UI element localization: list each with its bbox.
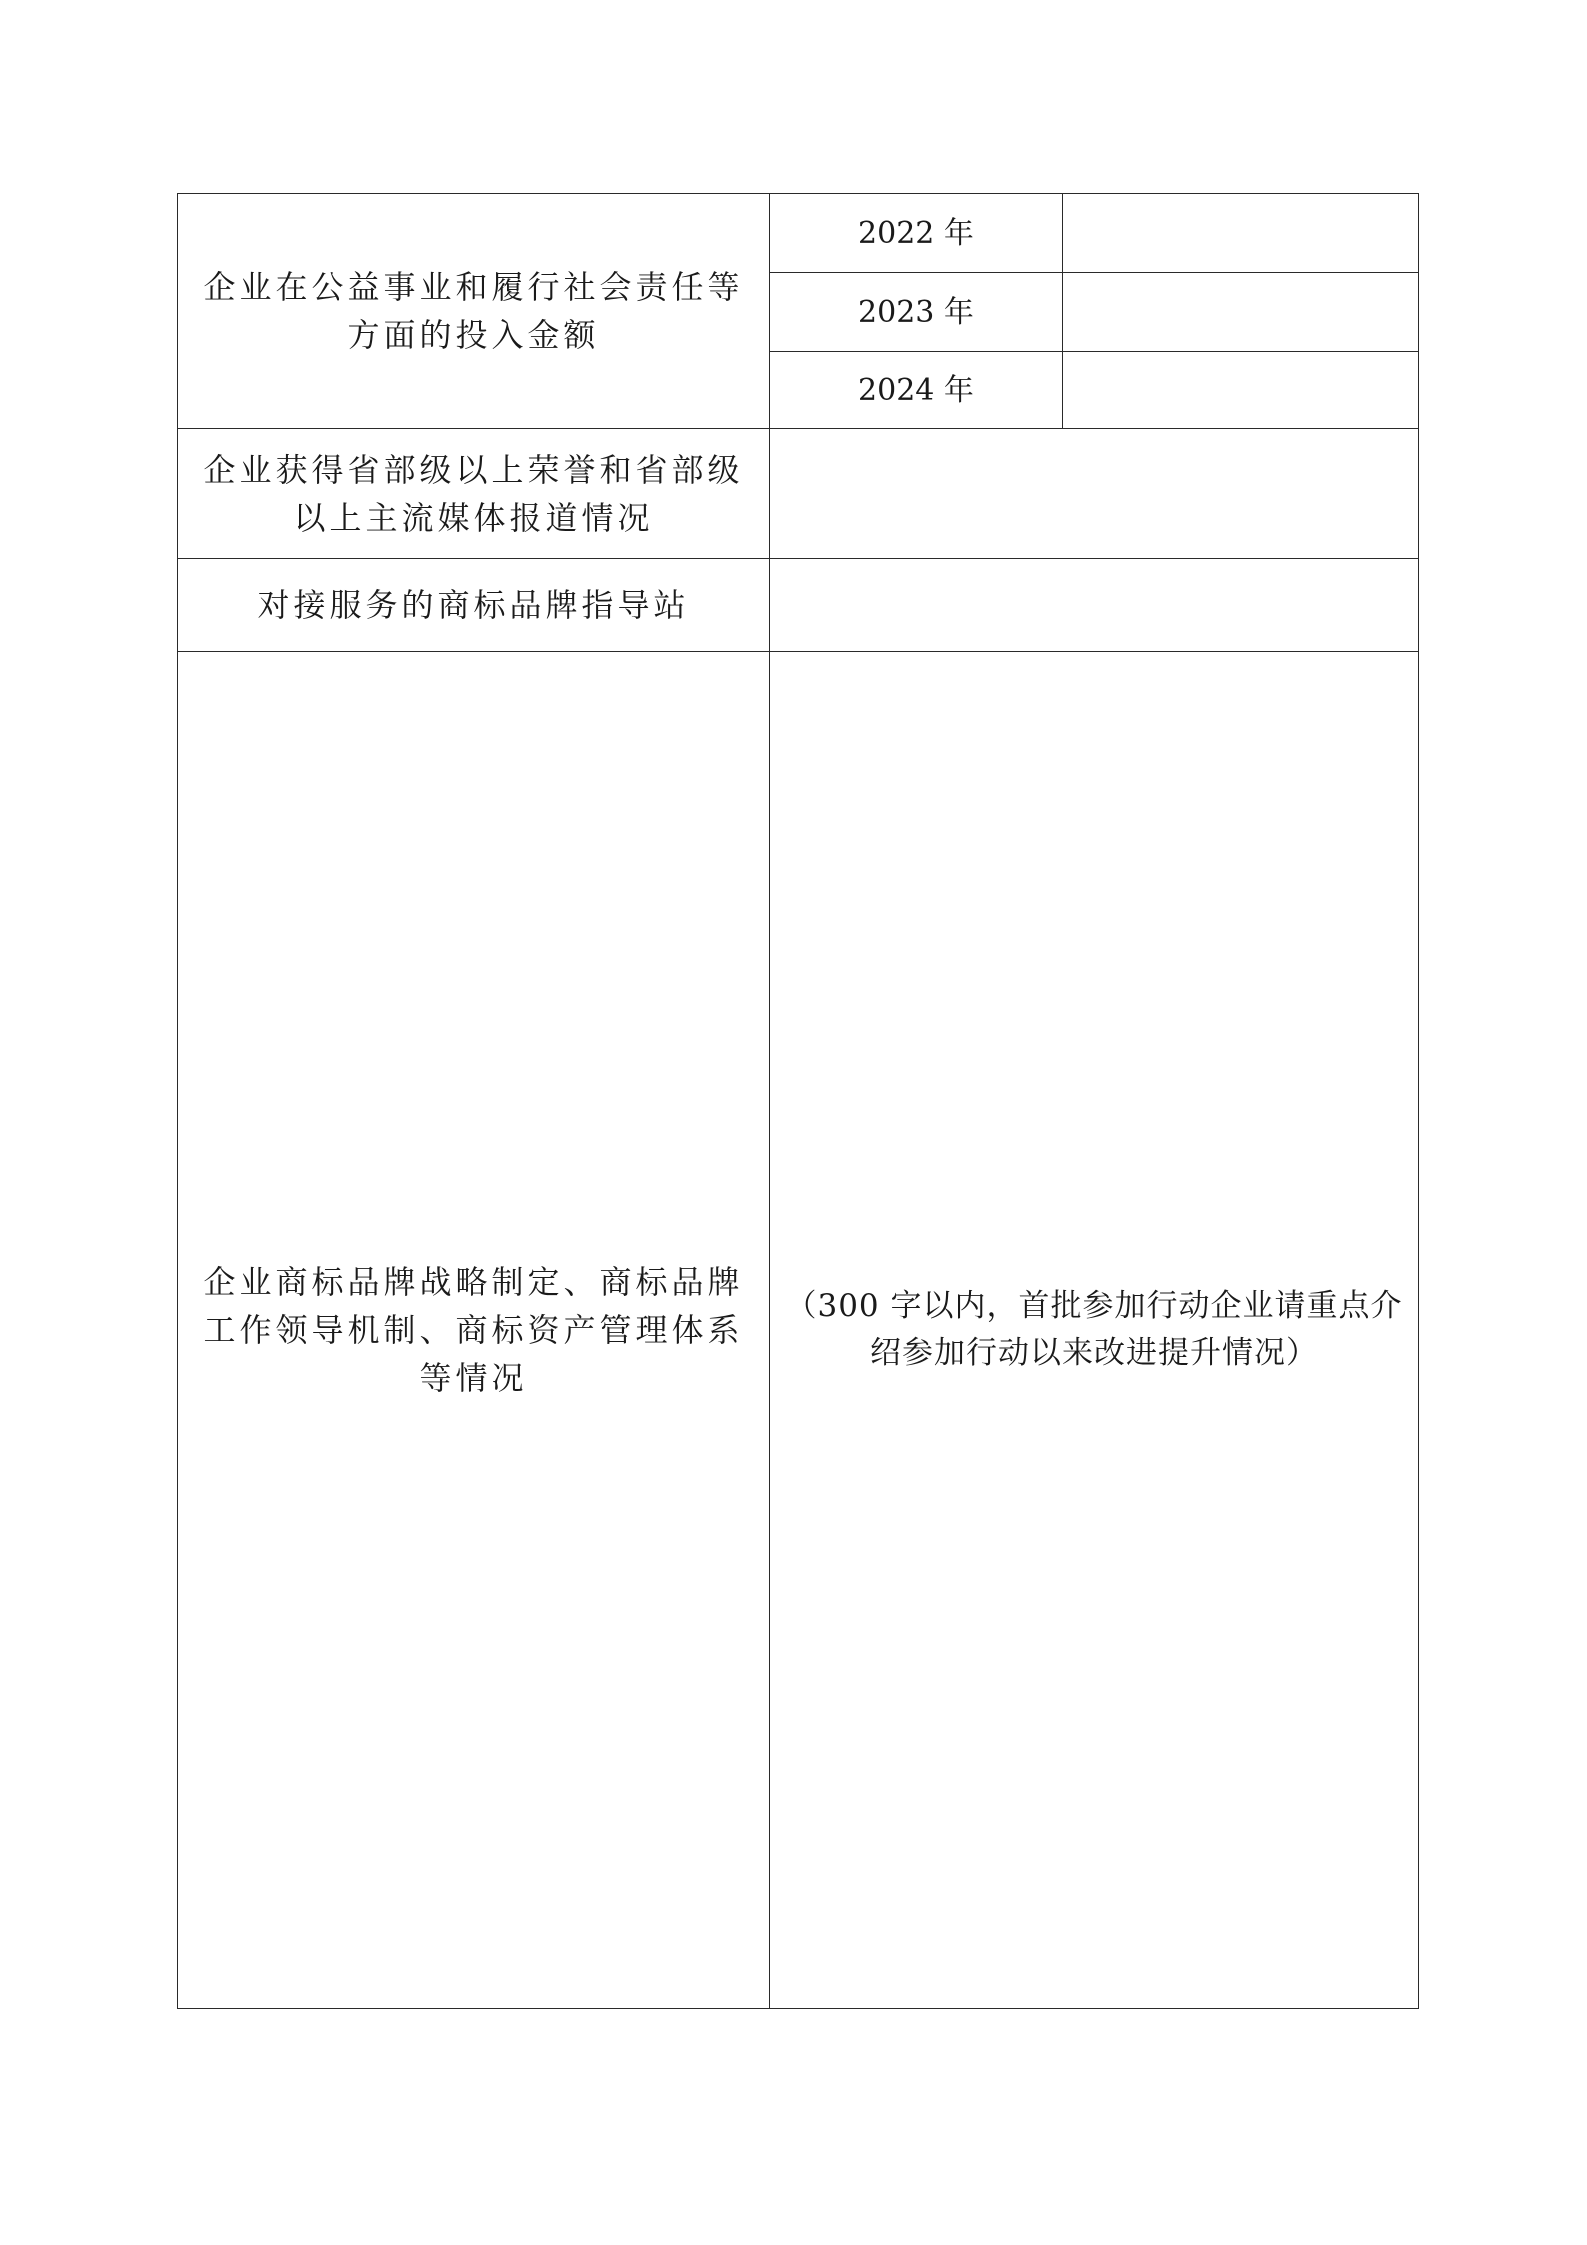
station-label-cell [178, 559, 770, 652]
year-cell-2022 [770, 194, 1063, 273]
strategy-label-cell [178, 652, 770, 2009]
amount-field-2024[interactable] [1063, 352, 1419, 429]
year-label-2022: 2022 年 [858, 216, 974, 251]
honors-label-cell [178, 429, 770, 559]
year-label-2023: 2023 年 [858, 295, 974, 330]
strategy-label: 企业商标品牌战略制定、商标品牌工作领导机制、商标资产管理体系等情况 [203, 1263, 744, 1397]
amount-field-2022[interactable] [1063, 194, 1419, 273]
year-cell-2024 [770, 352, 1063, 429]
station-field[interactable] [770, 559, 1419, 652]
station-row [178, 559, 1419, 652]
strategy-field[interactable] [770, 652, 1419, 2009]
application-form-table [177, 193, 1419, 2009]
investment-row-2022 [178, 194, 1419, 273]
strategy-row [178, 652, 1419, 2009]
year-label-2024: 2024 年 [858, 373, 974, 408]
investment-label-cell [178, 194, 770, 429]
year-cell-2023 [770, 273, 1063, 352]
honors-label: 企业获得省部级以上荣誉和省部级以上主流媒体报道情况 [203, 450, 744, 537]
honors-field[interactable] [770, 429, 1419, 559]
amount-field-2023[interactable] [1063, 273, 1419, 352]
honors-row [178, 429, 1419, 559]
investment-label: 企业在公益事业和履行社会责任等方面的投入金额 [203, 268, 744, 354]
station-label: 对接服务的商标品牌指导站 [257, 586, 690, 624]
strategy-hint: （300 字以内，首批参加行动企业请重点介绍参加行动以来改进提升情况） [785, 1288, 1403, 1371]
